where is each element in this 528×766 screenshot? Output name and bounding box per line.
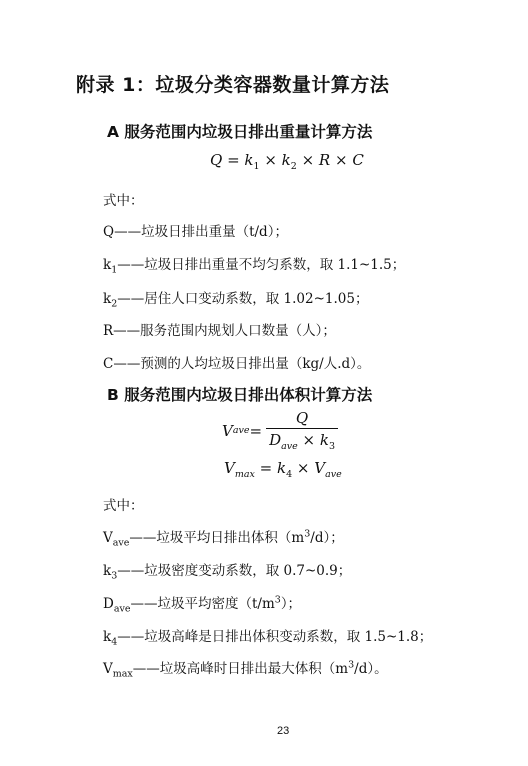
definition-line: C——预测的人均垃圾日排出量（kg/人.d）。 <box>103 356 371 372</box>
page-number: 23 <box>277 725 290 737</box>
definition-line: $V_{max}——$垃圾高峰时日排出最大体积$(m^3/d)$。 <box>103 659 388 680</box>
definition-line: $V_{ave}——$垃圾平均日排出体积$(m^3/d)$； <box>103 528 344 549</box>
formula-v-ave: V ave = $\frac{Q}{D_{ave} \times k_3}$ <box>222 409 338 452</box>
definition-line: $k_1——$垃圾日排出重量不均匀系数，取 1.1~1.5； <box>103 257 406 276</box>
formula-q: $Q = k_1 \times k_2 \times R \times C$ <box>210 151 364 172</box>
definition-line: $D_{ave}——$垃圾平均密度$(t/m^3)$； <box>103 594 302 615</box>
formula-v-max: $V_{max} = k_4 \times V_{ave}$ <box>224 459 342 480</box>
definition-line: R——服务范围内规划人口数量（人）； <box>103 323 336 339</box>
definition-line: $k_2——$居住人口变动系数，取 1.02~1.05； <box>103 291 369 310</box>
section-b-title: B 服务范围内垃圾日排出体积计算方法 <box>107 386 373 404</box>
definition-line: $k_3——$垃圾密度变动系数，取 0.7~0.9； <box>103 563 352 582</box>
definition-line: Q——垃圾日排出重量（t/d）； <box>103 224 288 240</box>
section-a-intro: 式中： <box>103 193 144 209</box>
definition-line: $k_4——$垃圾高峰是日排出体积变动系数，取 1.5~1.8； <box>103 629 433 648</box>
fraction: $\frac{Q}{D_{ave} \times k_3}$ <box>266 409 338 452</box>
section-a-title: A 服务范围内垃圾日排出重量计算方法 <box>107 123 373 141</box>
appendix-heading: 附录 1：垃圾分类容器数量计算方法 <box>76 74 390 96</box>
section-b-intro: 式中： <box>103 498 144 514</box>
